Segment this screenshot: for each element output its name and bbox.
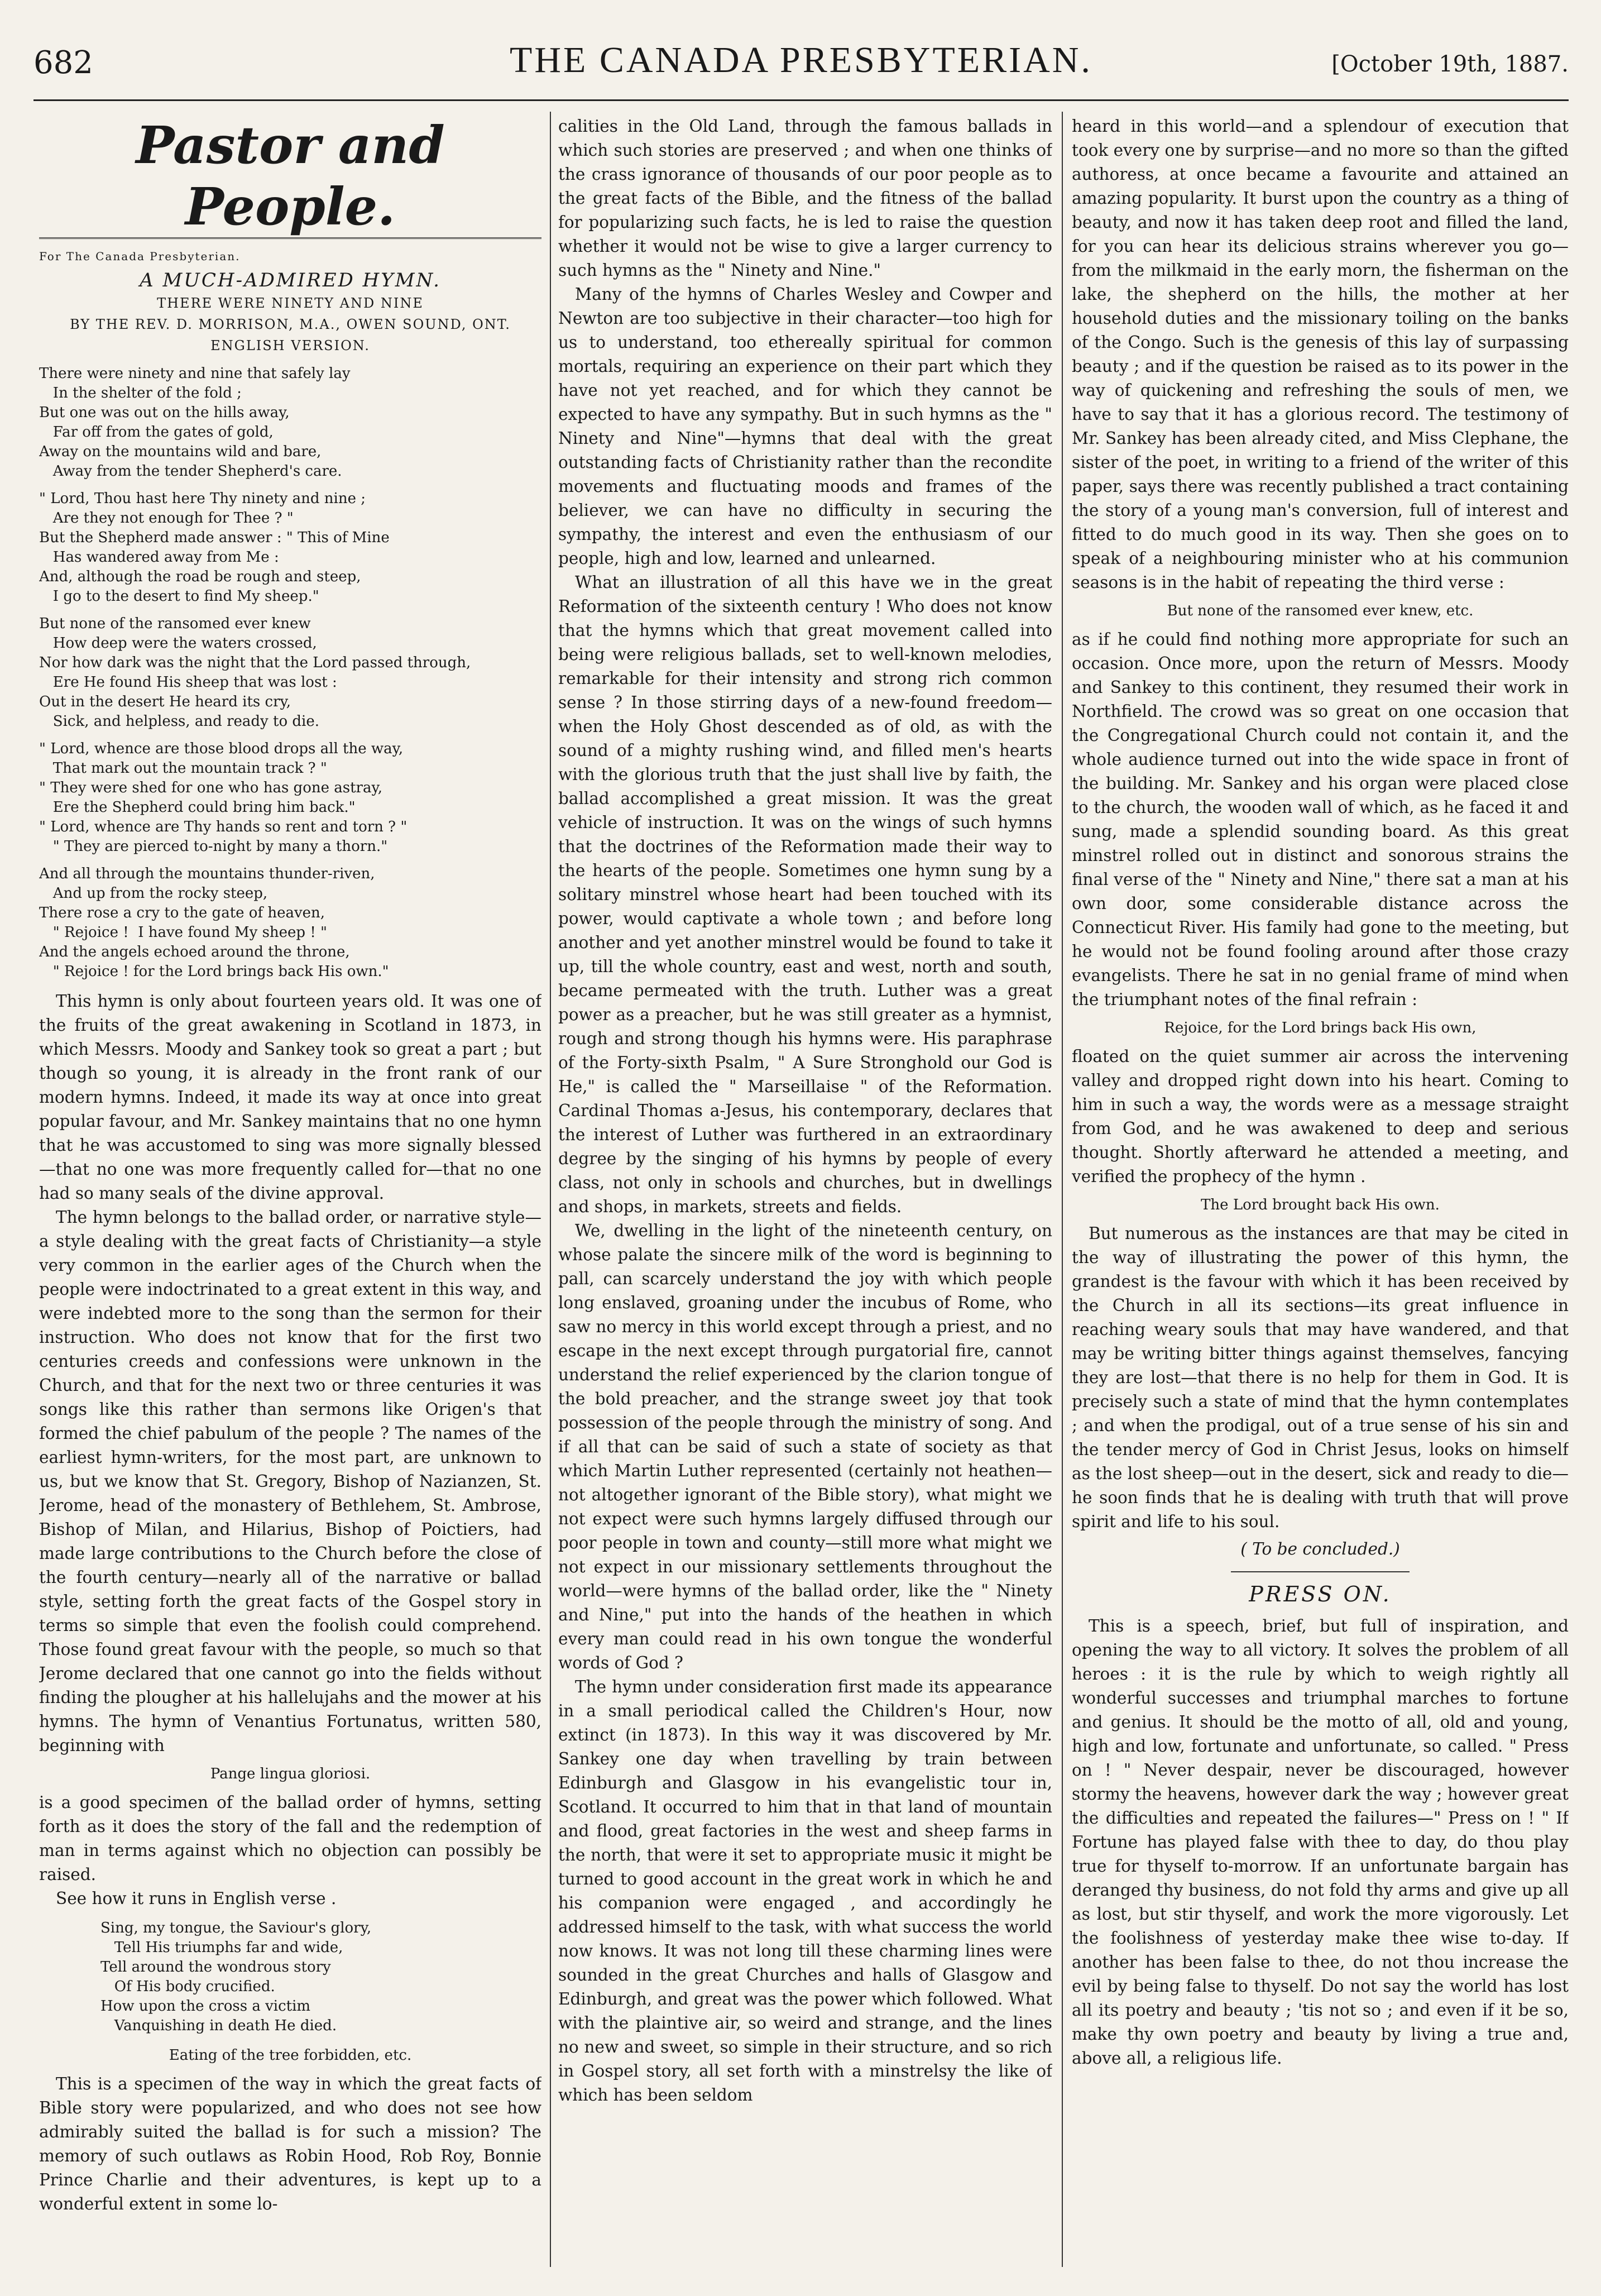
newspaper-title: THE CANADA PRESBYTERIAN. bbox=[510, 40, 1092, 80]
section-title: Pastor and People. bbox=[39, 114, 541, 239]
section-divider bbox=[1231, 1571, 1410, 1572]
column-divider bbox=[550, 112, 551, 2267]
paragraph: calities in the Old Land, through the famous ballads in which such stories are preserved ; and when one thinks of the crass ignorance of thousands of our poor people as to the great facts of the Bible, and the fitness of the ballad for popularizing such facts, he is led to raise the question whether it would not be wise to give a larger currency to such hymns as the " Ninety and Nine." bbox=[558, 117, 1052, 280]
column-divider bbox=[1062, 112, 1063, 2267]
column-1 bbox=[39, 114, 541, 2270]
to-be-concluded: ( To be concluded.) bbox=[1240, 1539, 1400, 1558]
paragraph: as if he could find nothing more appropriate for such an occasion. Once more, upon the return of Messrs. Moody and Sankey to this continent, they resumed their work in Northfield. The crowd was so great on one occasion that the Congregational Church could not contain it, and the whole audience turned out into the wide space in front of the building. Mr. Sankey and his organ were placed close to the church, the wooden wall of which, as he faced it and sung, made a splendid sounding board. As this great minstrel rolled out in distinct and sonorous strains the final verse of the " Ninety and Nine," there sat a man at his own door, some considerable distance across the Connecticut River. His family had gone to the meeting, but he would not be found fooling around after those crazy evangelists. There he sat in no genial frame of mind when the triumphant notes of the final refrain : bbox=[1072, 630, 1569, 1009]
paragraph: is a good specimen of the ballad order of hymns, setting forth as it does the story of the fall and the redemption of man in terms against which no objection can possibly be raised. bbox=[39, 1793, 541, 1884]
quotation: Pange lingua gloriosi. bbox=[210, 1766, 371, 1782]
paragraph: This is a specimen of the way in which the great facts of Bible story were popularized, and who does not see how admirably suited the ballad is for such a mission? The memory of such outlaws as Robin Hood, Rob Roy, Bonnie Prince Charlie and their adventures, is kept up to a wonderful extent in some lo- bbox=[39, 2074, 541, 2213]
paragraph: floated on the quiet summer air across the intervening valley and dropped right down into his heart. Coming to him in such a way, the words were as a message straight from God, and he was awakened to deep and serious thought. Shortly afterward he attended a meeting, and verified the prophecy of the hymn . bbox=[1072, 1047, 1569, 1186]
quotation: The Lord brought back His own. bbox=[1201, 1197, 1440, 1213]
page-number: 682 bbox=[33, 45, 93, 81]
quotation: Eating of the tree forbidden, etc. bbox=[169, 2047, 412, 2064]
hymn-verse: Sing, my tongue, the Saviour's glory, Tell His triumphs far and wide, Tell around the wondrous story Of His body crucified. How upon the cross a victim Vanquishing in death He died. bbox=[100, 1920, 372, 2034]
paragraph: Many of the hymns of Charles Wesley and Cowper and Newton are too subjective in their character—too high for us to understand, too ethereally spiritual for common mortals, requiring an experience on their part which they have not yet reached, and for which they cannot be expected to have any sympathy. But in such hymns as the " Ninety and Nine"—hymns that deal with the great outstanding facts of Christianity rather than the recondite movements and fluctuating moods and frames of the believer, we can have no difficulty in securing the sympathy, the interest and even the enthusiasm of our people, high and low, learned and unlearned. bbox=[558, 285, 1052, 568]
column-3 bbox=[1072, 114, 1569, 2270]
paragraph: heard in this world—and a splendour of execution that took every one by surprise—and no more so than the gifted authoress, at once became a favourite and attained an amazing popularity. It burst upon the country as a thing of beauty, and now it has taken deep root and filled the land, for you can hear its delicious strains wherever you go—from the milkmaid in the early morn, the fisherman on the lake, the shepherd on the hills, the mother at her household duties and the missionary toiling on the banks of the Congo. Such is the genesis of this lay of surpassing beauty ; and if the question be raised as to its power in the way of quickening and refreshing the souls of men, we have to say that it has a glorious record. The testimony of Mr. Sankey has been already cited, and Miss Clephane, the sister of the poet, in writing to a friend of the writer of this paper, says there was recently published a tract containing the story of a young man's conversion, full of interest and fitted to do much good in its way. Then she goes on to speak of a neighbouring minister who at his communion seasons is in the habit of repeating the third verse : bbox=[1072, 117, 1569, 592]
column-2 bbox=[558, 114, 1052, 2270]
version-label: ENGLISH VERSION. bbox=[210, 338, 370, 353]
hymn-verse: There were ninety and nine that safely lay In the shelter of the fold ; But one was out on the hills away, Far off from the gates of gold, Away on the mountains wild and bare, Away from the tender Shepherd's care. bbox=[39, 365, 351, 480]
byline: BY THE REV. D. MORRISON, M.A., OWEN SOUND, ONT. bbox=[70, 317, 511, 332]
paragraph: This hymn is only about fourteen years old. It was one of the fruits of the great awakening in Scotland in 1873, in which Messrs. Moody and Sankey took so great a part ; but though so young, it is already in the front rank of our modern hymns. Indeed, it made its way at once into great popular favour, and Mr. Sankey maintains that no one hymn that he was accustomed to sing was more signally blessed—that no one was more frequently called for—that no one had so many seals of the divine approval. bbox=[39, 992, 541, 1203]
article-title: A MUCH-ADMIRED HYMN. bbox=[140, 269, 441, 291]
paragraph: But numerous as the instances are that may be cited in the way of illustrating the power of this hymn, the grandest is the favour with which it has been received by the Church in all its sections—its great influence in reaching weary souls that may have wandered, and that may be writing bitter things against themselves, fancying they are lost—that there is no help for them in God. It is precisely such a state of mind that the hymn contemplates ; and when the prodigal, out of a true sense of his sin and the tender mercy of God in Christ Jesus, looks on himself as the lost sheep—out in the desert, sick and ready to die—he soon finds that he is dealing with truth that will prove spirit and life to his soul. bbox=[1072, 1224, 1569, 1531]
article-title: PRESS ON. bbox=[1249, 1582, 1392, 1606]
paragraph: We, dwelling in the light of the nineteenth century, on whose palate the sincere milk of the word is beginning to pall, can scarcely understand the joy with which people long enslaved, groaning under the incubus of Rome, who saw no mercy in this world except through a priest, and no escape in the next except through purgatorial fire, cannot understand the relief experienced by the clarion tongue of the bold preacher, and the strange sweet joy that took possession of the people through the ministry of song. And if all that can be said of such a state of society as that which Martin Luther represented (certainly not heathen—not altogether ignorant of the Bible story), what might we not expect were such hymns largely diffused through our poor people in town and county—still more what might we not expect in our missionary settlements throughout the world—were hymns of the ballad order, like the " Ninety and Nine," put into the hands of the heathen in which every man could read in his own tongue the wonderful words of God ? bbox=[558, 1221, 1052, 1672]
hymn-verse: And all through the mountains thunder-riven, And up from the rocky steep, There rose a cry to the gate of heaven, " Rejoice ! I have found My sheep ! " And the angels echoed around the throne, " Rejoice ! for the Lord brings back His own." bbox=[39, 865, 389, 980]
paragraph: The hymn belongs to the ballad order, or narrative style—a style dealing with the great facts of Christianity—a style very common in the earlier ages of the Church when the people were indoctrinated to a great extent in this way, and were indebted more to the song than the sermon for their instruction. Who does not know that for the first two centuries creeds and confessions were unknown in the Church, and that for the next two or three centuries it was songs like this rather than sermons like Origen's that formed the chief pabulum of the people ? The names of the earliest hymn-writers, for the most part, are unknown to us, but we know that St. Gregory, Bishop of Nazianzen, St. Jerome, head of the monastery of Bethlehem, St. Ambrose, Bishop of Milan, and Hilarius, Bishop of Poictiers, had made large contributions to the Church before the close of the fourth century—nearly all of the narrative or ballad style, setting forth the great facts of the Gospel story in terms so simple that even the foolish could comprehend. Those found great favour with the people, so much so that Jerome declared that one cannot go into the fields without finding the plougher at his hallelujahs and the mower at his hymns. The hymn of Venantius Fortunatus, written 580, beginning with bbox=[39, 1208, 541, 1755]
paragraph: What an illustration of all this have we in the great Reformation of the sixteenth century ! Who does not know that the hymns which that great movement called into being were religious ballads, set to well-known melodies, remarkable for their intensity and strong rich common sense ? In those stirring days of a new-found freedom—when the Holy Ghost descended as of old, as with the sound of a mighty rushing wind, and filled men's hearts with the glorious truth that the just shall live by faith, the ballad accomplished a great mission. It was the great vehicle of instruction. It was on the wings of such hymns that the doctrines of the Reformation made their way to the hearts of the people. Sometimes one hymn sung by a solitary minstrel whose heart had been touched with its power, would captivate a whole town ; and before long another and yet another minstrel would be found to take it up, till the whole country, east and west, north and south, became permeated with the truth. Luther was a great power as a preacher, but he was still greater as a hymnist, rough and strong though his hymns were. His paraphrase of the Forty-sixth Psalm, " A Sure Stronghold our God is He," is called the " Marseillaise " of the Reformation. Cardinal Thomas a-Jesus, his contemporary, declares that the interest of Luther was furthered in an extraordinary degree by the singing of his hymns by people of every class, not only in schools and churches, but in dwellings and shops, in markets, streets and fields. bbox=[558, 573, 1052, 1216]
header-rule bbox=[33, 99, 1569, 101]
quotation: But none of the ransomed ever knew, etc. bbox=[1167, 602, 1474, 619]
hymn-verse: " Lord, Thou hast here Thy ninety and nine ; Are they not enough for Thee ? " But the Shepherd made answer : " This of Mine Has wandered away from Me : And, although the road be rough and steep, I go to the desert to find My sheep." bbox=[39, 490, 390, 605]
issue-date: [October 19th, 1887. bbox=[1331, 51, 1569, 77]
article-subtitle: THERE WERE NINETY AND NINE bbox=[157, 295, 424, 311]
paragraph: This is a speech, brief, but full of inspiration, and opening the way to all victory. It solves the problem of all heroes : it is the rule by which to weigh rightly all wonderful successes and triumphal marches to fortune and genius. It should be the motto of all, old and young, high and low, fortunate and unfortunate, so called. " Press on ! " Never despair, never be discouraged, however stormy the heavens, however dark the way ; however great the difficulties and repeated the failures—" Press on ! " If Fortune has played false with thee to day, do thou play true for thyself to-morrow. If an unfortunate bargain has deranged thy business, do not fold thy arms and give up all as lost, but stir thyself, and work the more vigorously. Let the foolishness of yesterday make thee wise to-day. If another has been false to thee, do not thou increase the evil by being false to thyself. Do not say the world has lost all its poetry and beauty ; 'tis not so ; and even if it be so, make thy own poetry and beauty by living a true and, above all, a religious life. bbox=[1072, 1616, 1569, 2068]
for-line: For The Canada Presbyterian. bbox=[39, 250, 241, 263]
paragraph: The hymn under consideration first made its appearance in a small periodical called the Children's Hour, now extinct (in 1873). In this way it was discovered by Mr. Sankey one day when travelling by train between Edinburgh and Glasgow in his evangelistic tour in, Scotland. It occurred to him that in that land of mountain and flood, great factories in the west and sheep farms in the north, that were it set to appropriate music it might be turned to good account in the great work in which he and his companion were engaged , and accordingly he addressed himself to the task, with what success the world now knows. It was not long till these charming lines were sounded in the great Churches and halls of Glasgow and Edinburgh, and great was the power which followed. What with the plaintive air, so weird and strange, and the lines no new and sweet, so simple in their structure, and so rich in Gospel story, all set forth with a minstrelsy the like of which has been seldom bbox=[558, 1677, 1052, 2104]
hymn-verse: " Lord, whence are those blood drops all the way, That mark out the mountain track ? " " They were shed for one who has gone astray, Ere the Shepherd could bring him back." " Lord, whence are Thy hands so rent and torn ? " " They are pierced to-night by many a thorn." bbox=[39, 740, 408, 855]
hymn-verse: But none of the ransomed ever knew How deep were the waters crossed, Nor how dark was the night that the Lord passed through, Ere He found His sheep that was lost : Out in the desert He heard its cry, Sick, and helpless, and ready to die. bbox=[39, 615, 471, 730]
paragraph: See how it runs in English verse . bbox=[56, 1889, 337, 1908]
page-header bbox=[33, 39, 1569, 95]
quotation: Rejoice, for the Lord brings back His own, bbox=[1164, 1020, 1477, 1036]
